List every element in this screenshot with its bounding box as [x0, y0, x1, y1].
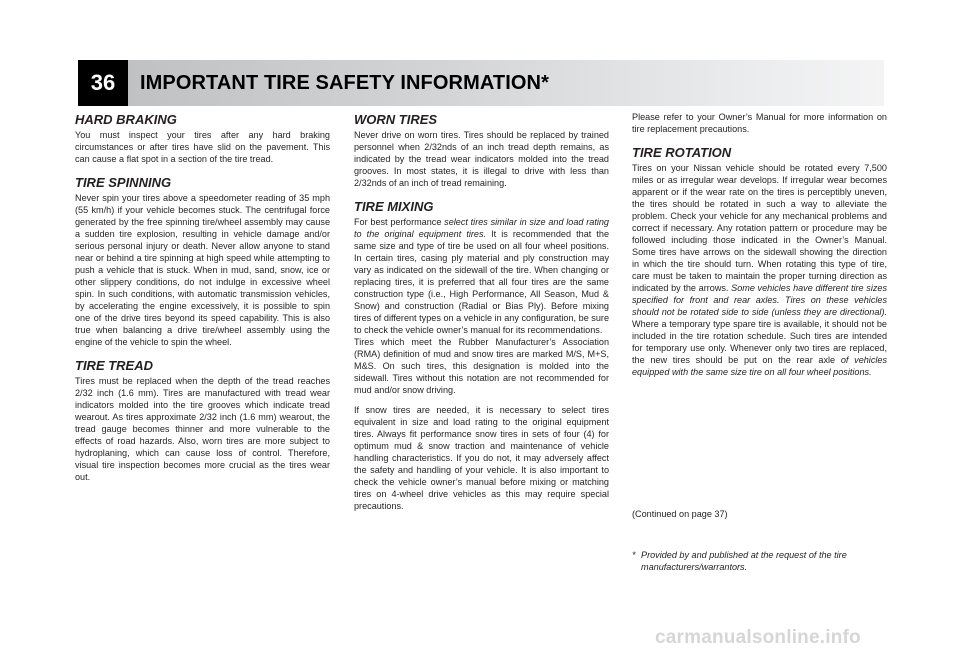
tire-mixing-body-1: It is recommended that the same size and type of tire be used on all four wheel positions. In certain tires, casing ply material and ply construction may vary as indicated on the sidewall of the tire. When changing or replacing tires, it is preferred that all four tires are the same construction type (i.e., High Performance, All Season, Mud & Snow) and construction (Radial or Bias Ply). Before mixing tires of different types on a vehicle in any configuration, be sure to check the vehicle owner’s manual for its recommendations. [354, 229, 609, 335]
footnote-marker: * [632, 550, 636, 560]
page-title: IMPORTANT TIRE SAFETY INFORMATION* [140, 72, 549, 94]
paragraph-worn-tires: Never drive on worn tires. Tires should be replaced by trained personnel when 2/32nds of an inch tread depth remains, as indicated by the tread wear indicators molded into the tread grooves. In most states, it is illegal to drive with less than 2/32nds of an inch of tread remaining. [354, 130, 609, 188]
tire-rotation-body-1: Tires on your Nissan vehicle should be rotated every 7,500 miles or as irregular wear develops. If irregular wear becomes apparent or if the wear rate on the tires is perceptibly uneven, the tires should be rotated in such a way to alleviate the problem. Check your vehicle for any mechanical problems and correct if necessary. Any rotation pattern or procedure may be followed including those indicated in the Owner’s Manual. Some tires have arrows on the sidewall showing the direction in which the tire should turn. When rotating this type of tire, care must be taken to maintain the proper turning direction as indicated by the arrows. [632, 163, 887, 293]
heading-tire-mixing: TIRE MIXING [354, 199, 434, 214]
paragraph-tire-tread: Tires must be replaced when the depth of the tread reaches 2/32 inch (1.6 mm). Tires are manufactured with tread wear indicators molded into the tire grooves which indicate tread wearout. As tires approximate 2/32 inch (1.6 mm) wearout, the tread gauge becomes thinner and more vulnerable to the effects of road hazards. Also, worn tires are more subject to hydroplaning, which can cause loss of control. Therefore, visual tire inspection becomes more crucial as the tires wear out. [75, 376, 330, 482]
tire-rotation-body-2: Where a temporary type spare tire is available, it should not be included in the tire rotation schedule. Such tires are intended for temporary use only. Whenever only two tires are replaced, the new tires should be put on the rear axle [632, 319, 887, 365]
column-right [632, 111, 887, 378]
continued-note: (Continued on page 37) [632, 509, 728, 519]
heading-tire-tread: TIRE TREAD [75, 358, 153, 373]
watermark: carmanualsonline.info [655, 627, 861, 648]
page-number: 36 [78, 60, 128, 106]
heading-tire-rotation: TIRE ROTATION [632, 145, 732, 160]
heading-hard-braking: HARD BRAKING [75, 112, 177, 127]
paragraph-tire-mixing-1 [354, 216, 609, 336]
heading-tire-spinning: TIRE SPINNING [75, 175, 172, 190]
paragraph-tire-mixing-2: Tires which meet the Rubber Manufacturer’s Association (RMA) definition of mud and snow tires are marked M/S, M+S, M&S. On such tires, this designation is molded into the sidewall. Tires without this notation are not recommended for mud and/or snow driving. [354, 337, 609, 395]
column-middle [354, 111, 609, 512]
footnote-text: Provided by and published at the request of the tire manufacturers/warrantors. [641, 550, 847, 572]
column-left [75, 111, 330, 483]
tire-rotation-italic-1: Some vehicles have different tire sizes specified for front and rear axles. Tires on these vehicles should not be rotated side to side (unless they are directional). [632, 283, 887, 317]
heading-worn-tires: WORN TIRES [354, 112, 438, 127]
tire-rotation-italic-2: of vehicles equipped with the same size tire on all four wheel positions. [632, 355, 887, 377]
footnote [632, 549, 887, 573]
tire-mixing-intro: For best performance [354, 217, 445, 227]
paragraph-tire-rotation [632, 162, 887, 378]
tire-mixing-intro-italic: select tires similar in size and load rating to the original equipment tires. [354, 217, 609, 239]
paragraph-owner-manual-reference: Please refer to your Owner’s Manual for more information on tire replacement precautions. [632, 112, 887, 134]
paragraph-hard-braking: You must inspect your tires after any hard braking circumstances or after tires have slid on the pavement. This can cause a flat spot in a section of the tire tread. [75, 130, 330, 164]
paragraph-tire-mixing-3: If snow tires are needed, it is necessary to select tires equivalent in size and load rating to the original equipment tires. Always fit performance snow tires in sets of four (4) for optimum mud & snow traction and maintenance of vehicle handling characteristics. If you do not, it may adversely affect the safety and handling of your vehicle. It is also important to check the vehicle owner’s manual before mixing or matching tires on 4-wheel drive vehicles as this may require special precautions. [354, 405, 609, 511]
paragraph-tire-spinning: Never spin your tires above a speedometer reading of 35 mph (55 km/h) if your vehicle becomes stuck. The centrifugal force generated by the free spinning tire/wheel assembly may cause a sudden tire explosion, resulting in vehicle damage and/or serious personal injury or death. Never allow anyone to stand near or behind a tire spinning at high speed while attempting to push a vehicle that is stuck. When in mud, sand, snow, ice or other slippery conditions, do not indulge in excessive wheel spin. In such conditions, with automatic transmission vehicles, by accelerating the engine excessively, it is possible to spin one of the drive tires beyond its speed capability. This is also true when balancing a drive tire/wheel assembly using the engine of the vehicle to spin the wheel. [75, 193, 330, 347]
